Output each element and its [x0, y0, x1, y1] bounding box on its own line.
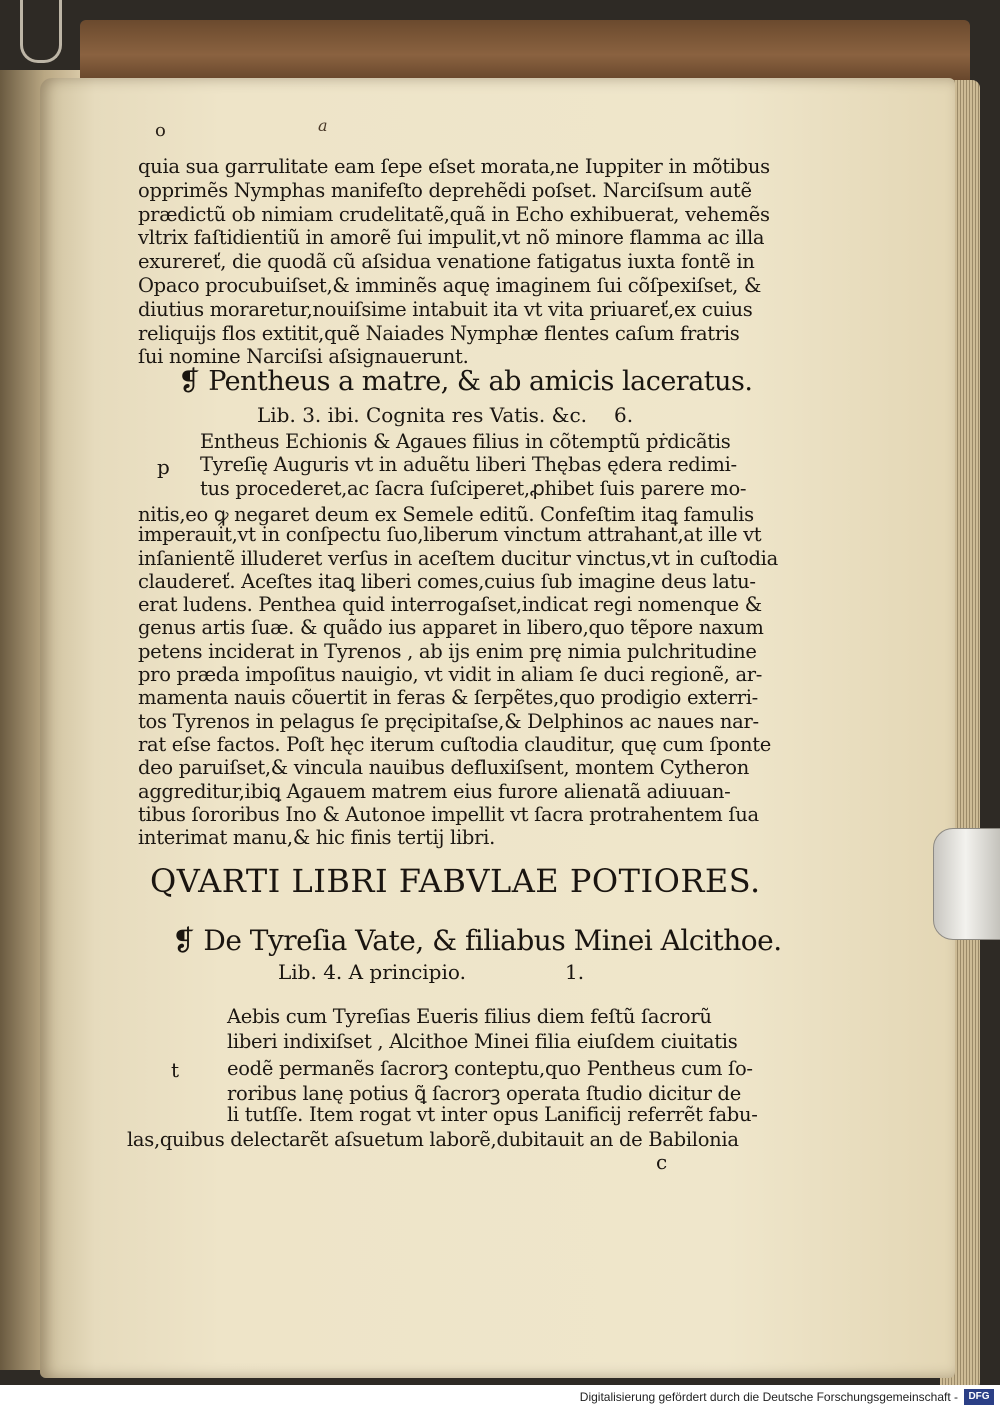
section-reference: Lib. 3. ibi. Cognita res Vatis. &c. [257, 403, 588, 427]
text-line: deo paruiſset,& vincula nauibus defluxiſsent, montem Cytheron [138, 756, 749, 780]
text-line: exurereť, die quodã cũ aſsidua venatione fatigatus iuxta fontẽ in [138, 250, 755, 274]
section-number: 6. [614, 403, 634, 427]
text-line: tus procederet,ac ſacra ſuſciperet,ꝓhibet ſuis parere mo- [200, 476, 747, 500]
text-line: erat ludens. Penthea quid interrogaſset,indicat regi nomenque & [138, 593, 762, 617]
text-line: pro præda impoſitus nauigio, vt vidit in aliam ſe duci regionẽ, ar- [138, 663, 763, 686]
text-line: vltrix faſtidientiũ in amorẽ ſui impulit,vt nõ minore flamma ac illa [138, 226, 765, 250]
text-line: roribus lanę potius ꝗ̃ ſacrorꝫ operata ſtudio dicitur de [227, 1081, 741, 1105]
text-line: quia sua garrulitate eam ſepe eſset morata,ne Iuppiter in mõtibus [138, 155, 770, 178]
text-line: Tyreſię Auguris vt in aduẽtu liberi Thębas ędera redimi- [200, 453, 737, 477]
text-line: nitis,eo ꝙ negaret deum ex Semele editũ. Confeſtim itaꝗ famulis [138, 502, 754, 526]
text-line: petens inciderat in Tyrenos , ab ijs enim prę nimia pulchritudine [138, 639, 757, 663]
text-line: tibus ſororibus Ino & Autonoe impellit vt ſacra protrahentem ſua [138, 802, 759, 826]
text-line: Aebis cum Tyreſias Eueris filius diem feſtũ ſacrorũ [227, 1005, 712, 1028]
text-line: mamenta nauis cõuertit in feras & ſerpẽtes,quo prodigio exterri- [138, 686, 758, 710]
guide-letter: t [171, 1058, 180, 1082]
page-mark-o: o [155, 120, 166, 141]
section-reference: Lib. 4. A principio. [278, 960, 466, 984]
paragraph-mark-icon: ❡ [172, 924, 204, 957]
section-heading-pentheus: ❡ Pentheus a matre, & ab amicis laceratus. [178, 366, 753, 397]
text-line: interimat manu,& hic finis tertij libri. [138, 826, 495, 850]
binding-tie [20, 0, 62, 63]
text-line: diutius moraretur,nouiſsime intabuit ita vt vita priuareť,ex cuius [138, 297, 753, 321]
text-line: inſanientẽ illuderet verſus in aceſtem ducitur vinctus,vt in cuſtodia [138, 546, 778, 570]
text-line: las,quibus delectarẽt aſsuetum laborẽ,dubitauit an de Babilonia [127, 1127, 739, 1151]
page-mark-a: a [318, 116, 328, 135]
text-line: rat eſse factos. Poſt hęc iterum cuſtodia clauditur, quę cum ſponte [138, 732, 772, 756]
text-block-3 [127, 1005, 758, 1165]
text-line: claudereť. Aceſtes itaꝗ liberi comes,cuius ſub imagine deus latu- [138, 569, 756, 593]
page-clip [933, 828, 1000, 940]
text-line: Opaco procubuiſset,& imminẽs aquę imaginem ſui cõſpexiſset, & [138, 274, 762, 297]
guide-letter: p [157, 455, 170, 479]
text-line: aggreditur,ibiꝗ Agauem matrem eius furore alienatã adiuuan- [138, 779, 731, 803]
book-title: QVARTI LIBRI FABVLAE POTIORES. [150, 862, 761, 900]
text-line: genus artis ſuæ. & quãdo ius apparet in libero,quo tẽpore naxum [138, 616, 764, 640]
text-line: liberi indixiſset , Alcithoe Minei filia eiuſdem ciuitatis [227, 1029, 738, 1053]
text-line: prædictũ ob nimiam crudelitatẽ,quã in Echo exhibuerat, vehemẽs [138, 202, 770, 226]
funding-credit: Digitalisierung gefördert durch die Deutsche Forschungsgemeinschaft - [579, 1390, 958, 1404]
signature-mark: c [656, 1150, 668, 1174]
text-line: reliquijs flos extitit,quẽ Naiades Nymphæ flentes caſum fratris [138, 321, 740, 345]
dfg-logo: DFG [964, 1389, 994, 1405]
text-line: li tutſſe. Item rogat vt inter opus Lanificij referrẽt fabu- [227, 1103, 758, 1126]
text-line: eodẽ permanẽs ſacrorꝫ conteptu,quo Pentheus cum ſo- [227, 1057, 753, 1080]
text-line: ſui nomine Narciſsi aſsignauerunt. [138, 345, 469, 369]
section-number: 1. [565, 960, 585, 984]
section-heading-tyresia: ❡ De Tyreſia Vate, & filiabus Minei Alcithoe. [172, 924, 782, 957]
text-line: opprimẽs Nymphas manifeſto deprehẽdi poſset. Narciſsum autẽ [138, 178, 752, 202]
text-block-2 [138, 430, 778, 850]
text-line: Entheus Echionis & Agaues filius in cõtemptũ pṙdicãtis [200, 430, 731, 453]
footer-bar [0, 1385, 1000, 1410]
paragraph-mark-icon: ❡ [178, 366, 209, 397]
text-line: imperauit,vt in conſpectu ſuo,liberum vinctum attrahant,at ille vt [138, 523, 762, 547]
text-line: tos Tyrenos in pelagus ſe pręcipitaſse,& Delphinos ac naues nar- [138, 709, 759, 733]
